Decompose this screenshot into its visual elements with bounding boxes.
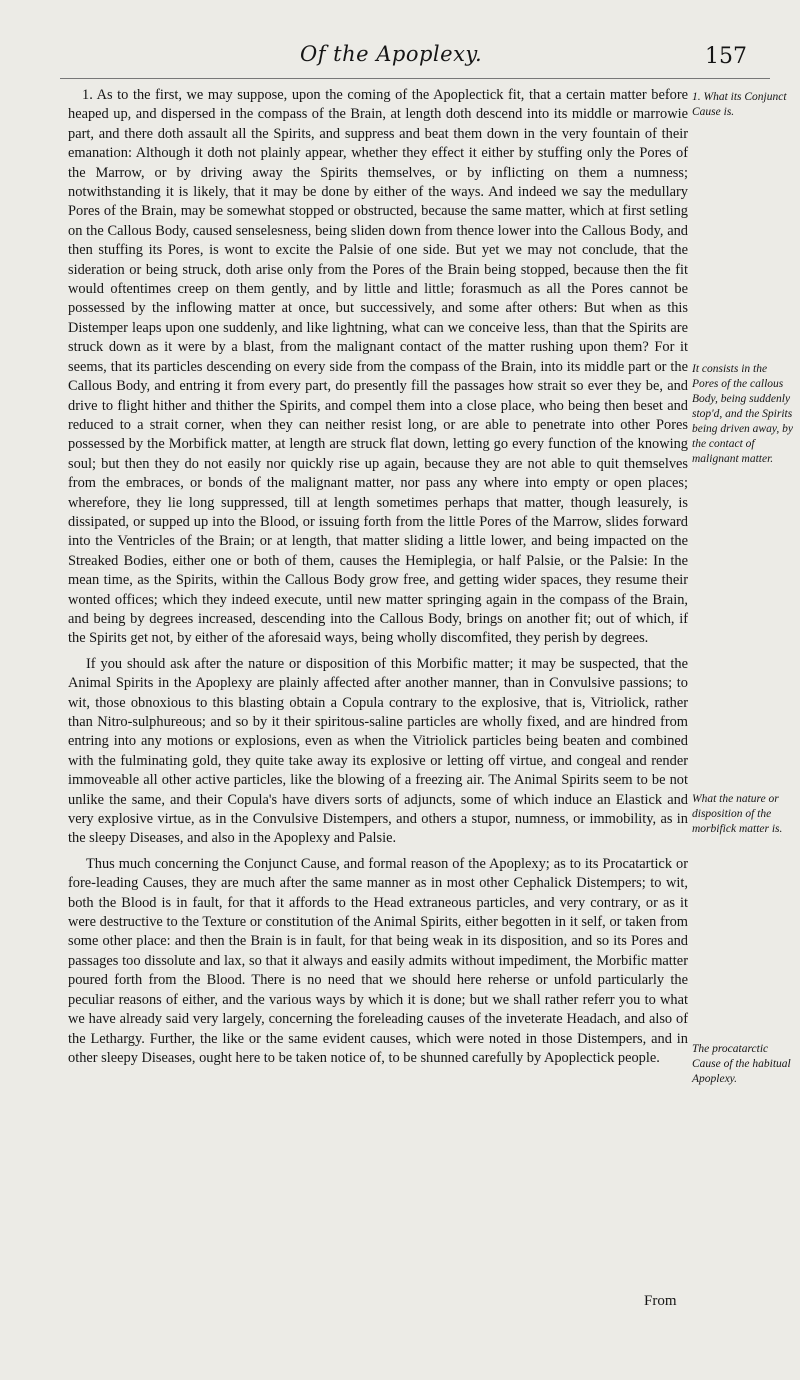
running-title: Of the Apoplexy.	[300, 42, 483, 66]
paragraph-conjunct-cause: 1. As to the first, we may suppose, upon the coming of the Apoplectick fit, that a certain matter before heaped up, and dispersed in the compass of the Brain, at length doth descend into its middle or marrowie part, and there doth assault all the Spirits, and suppress and beat them down in the very fountain of their emanation: Although it doth not plainly appear, whether they effect it either by stuffing only the Pores of the Marrow, or by driving away the Spirits themselves, or by inflicting on them a numness; notwithstanding it is likely, that it may be done by either of the ways. And indeed we say the medullary Pores of the Brain, may be somewhat stopped or obstructed, because the same matter, which at first setling on the Callous Body, caused senselesness, being sliden down from thence lower into the Callous Body, and then stuffing its Pores, is wont to excite the Palsie of one side. But yet we may not conclude, that the sideration or being struck, doth arise only from the Pores of the Brain being stopped, because then the fit would oftentimes creep on them gently, and by little and little; forasmuch as all the Pores cannot be possessed by the inflowing matter at once, but successively, and some after others: But when as this Distemper leaps upon one suddenly, and like lightning, what can we conceive less, than that the Spirits are struck down as it were by a blast, from the malignant contact of the matter rushing upon them? For it seems, that its particles descending on every side from the compass of the Brain, into its middle part or the Callous Body, and entring it from every part, do presently fill the passages how strait so ever they be, and drive to flight hither and thither the Spirits, and compel them into a close place, who being then beset and reduced to a strait corner, when they can neither resist long, or are able to penetrate into other Pores possessed by the Morbifick matter, at length are struck flat down, letting go every function of the knowing soul; but then they do not easily nor quickly rise up again, because they are not able to quit themselves from the embraces, or bonds of the malignant matter, nor pass any where into empty or open places; wherefore, they lie long suppressed, till at length sometimes perhaps that matter, though leasurely, is dissipated, or supped up into the Blood, or issuing forth from the little Pores of the Marrow, slides forward into the Ventricles of the Brain; or at length, that matter sliding a little lower, and being impacted on the Streaked Bodies, either one or both of them, causes the Hemiplegia, or half Palsie, or the Palsie: In the mean time, as the Spirits, within the Callous Body grow free, and getting wider spaces, they resume their wonted offices; which they indeed execute, until new matter springing again in the compass of the Brain, and being by degrees increased, descending into the Callous Body, brings on another fit; out of which, if the Spirits get not, by either of the aforesaid ways, being wholly discomfited, they perish by degrees.	[68, 87, 688, 647]
margin-note: The procatarctic Cause of the habitual Apoplexy.	[692, 1043, 791, 1085]
paragraph-morbific-matter: If you should ask after the nature or disposition of this Morbific matter; it may be suspected, that the Animal Spirits in the Apoplexy are plainly affected after another manner, than in Convulsive passions; to wit, those obnoxious to this blasting obtain a Copula contrary to the explosive, that is, Vitriolick, rather than Nitro-sulphureous; and so by it their spiritous-saline particles are wholly fixed, and are hindred from entring into any motions or explosions, even as when the Vitriolick particles being beaten and combined with the fulminating gold, they quite take away its explosive or letting off virtue, and congeal and render immoveable all other active particles, like the blowing of a freezing air. The Animal Spirits seem to be not unlike the same, and their Copula's have divers sorts of adjuncts, some of which induce an Elastick and very explosive virtue, as in the Convulsive Distempers, and others a stupor, numness, or immobility, as in the sleepy Diseases, and also in the Apoplexy and Palsie.	[68, 655, 688, 847]
page-number: 157	[705, 44, 747, 69]
header-rule	[60, 78, 770, 79]
margin-note: What the nature or disposition of the morbifick matter is.	[692, 793, 783, 835]
catchword: From	[644, 1293, 677, 1309]
main-text-column	[68, 86, 688, 1074]
paragraph-procatartick-causes: Thus much concerning the Conjunct Cause, and formal reason of the Apoplexy; as to its Procatartick or fore-leading Causes, they are much after the same manner as in most other Cephalick Distempers; to wit, both the Blood is in fault, for that it affords to the Head extraneous particles, and very contrary, or as it were destructive to the Texture or constitution of the Animal Spirits, either begotten in it self, or taken from some other place: and then the Brain is in fault, for that being weak in its disposition, and so its Pores and passages too dissolute and lax, so that it always and easily admits without impediment, the Morbific matter poured forth from the Blood. There is no need that we should here reherse or unfold particularly the peculiar reasons of either, and the various ways by which it is done; but we shall rather referr you to what we have already said very largely, concerning the foreleading causes of the inveterate Headach, and also of the Lethargy. Further, the like or the same evident causes, which were noted in those Distempers, and in other sleepy Diseases, ought here to be taken notice of, to be shunned carefully by Apoplectick people.	[68, 855, 688, 1066]
margin-note: It consists in the Pores of the callous Body, being suddenly stop'd, and the Spirits being driven away, by the contact of malignant matter.	[692, 363, 793, 465]
margin-note: 1. What its Conjunct Cause is.	[692, 91, 787, 118]
